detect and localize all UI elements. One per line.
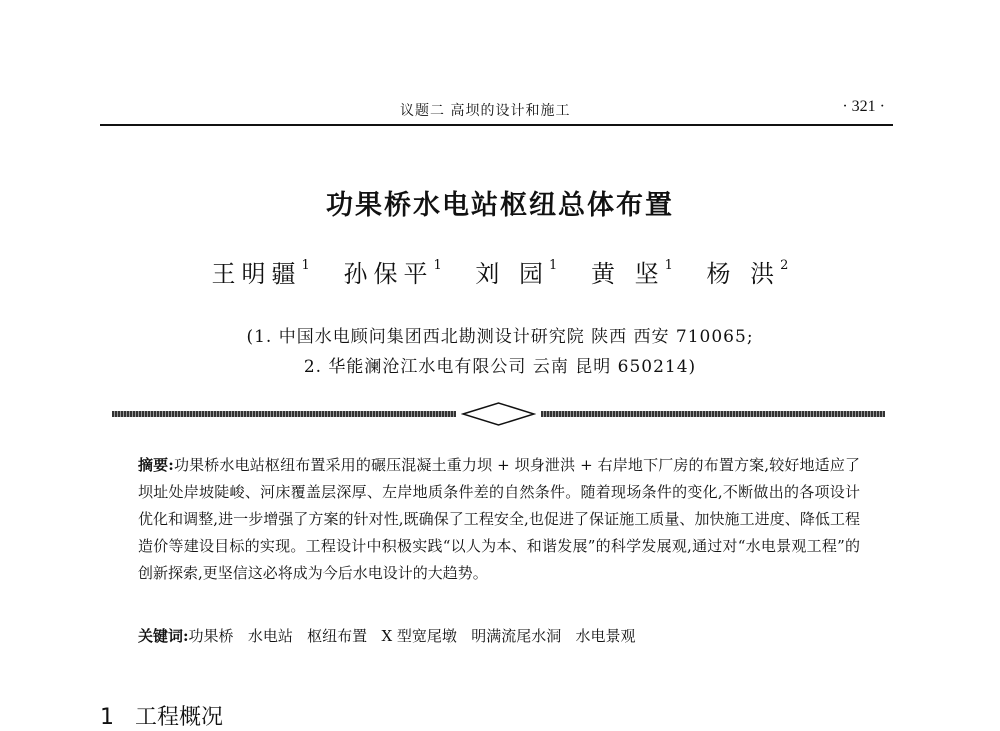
running-header — [100, 96, 893, 122]
keywords-text: 功果桥 水电站 枢纽布置 X 型宽尾墩 明满流尾水洞 水电景观 — [188, 627, 636, 645]
author-affiliation-mark: 2 — [780, 258, 789, 273]
divider-bar-right — [541, 411, 885, 417]
author-affiliation-mark: 1 — [549, 258, 558, 273]
author-3 — [475, 254, 557, 289]
author-list — [0, 254, 1000, 289]
author-affiliation-mark: 1 — [301, 258, 310, 273]
keywords-label: 关键词: — [138, 627, 189, 645]
ornamental-divider — [112, 401, 885, 427]
author-name: 黄 坚 — [590, 260, 665, 288]
author-affiliation-mark: 1 — [433, 258, 442, 273]
abstract-text: 功果桥水电站枢纽布置采用的碾压混凝土重力坝 + 坝身泄洪 + 右岸地下厂房的布置方案,较好地适应了坝址处岸坡陡峻、河床覆盖层深厚、左岸地质条件差的自然条件。随着现场条件的变化,不断做出的各项设计优化和调整,进一步增强了方案的针对性,既确保了工程安全,也促进了保证施工质量、加快施工进度、降低工程造价等建设目标的实现。工程设计中积极实践“以人为本、和谐发展”的科学发展观,通过对“水电景观工程”的创新探索,更坚信这必将成为今后水电设计的大趋势。 — [138, 456, 860, 582]
divider-bar-left — [112, 411, 456, 417]
section-heading: 1 工程概况 — [100, 705, 223, 730]
header-rule — [100, 124, 893, 126]
diamond-ornament-icon — [461, 401, 536, 427]
author-name: 孙保平 — [343, 260, 434, 288]
page-number: · 321 · — [842, 98, 885, 115]
keywords — [138, 623, 860, 650]
paper-title: 功果桥水电站枢纽总体布置 — [326, 190, 674, 221]
author-2 — [343, 254, 441, 289]
author-name: 王明疆 — [211, 260, 302, 288]
affiliations — [0, 322, 1000, 382]
abstract-label: 摘要: — [138, 456, 174, 474]
author-name: 刘 园 — [475, 260, 550, 288]
affiliation-line-1: (1. 中国水电顾问集团西北勘测设计研究院 陕西 西安 710065; — [246, 327, 754, 347]
author-1 — [212, 254, 310, 289]
header-title: 议题二 高坝的设计和施工 — [400, 103, 571, 119]
author-4 — [591, 254, 673, 289]
author-5 — [707, 254, 789, 289]
author-name: 杨 洪 — [706, 260, 781, 288]
affiliation-line-2: 2. 华能澜沧江水电有限公司 云南 昆明 650214) — [303, 357, 697, 377]
abstract — [138, 452, 860, 587]
author-affiliation-mark: 1 — [664, 258, 673, 273]
